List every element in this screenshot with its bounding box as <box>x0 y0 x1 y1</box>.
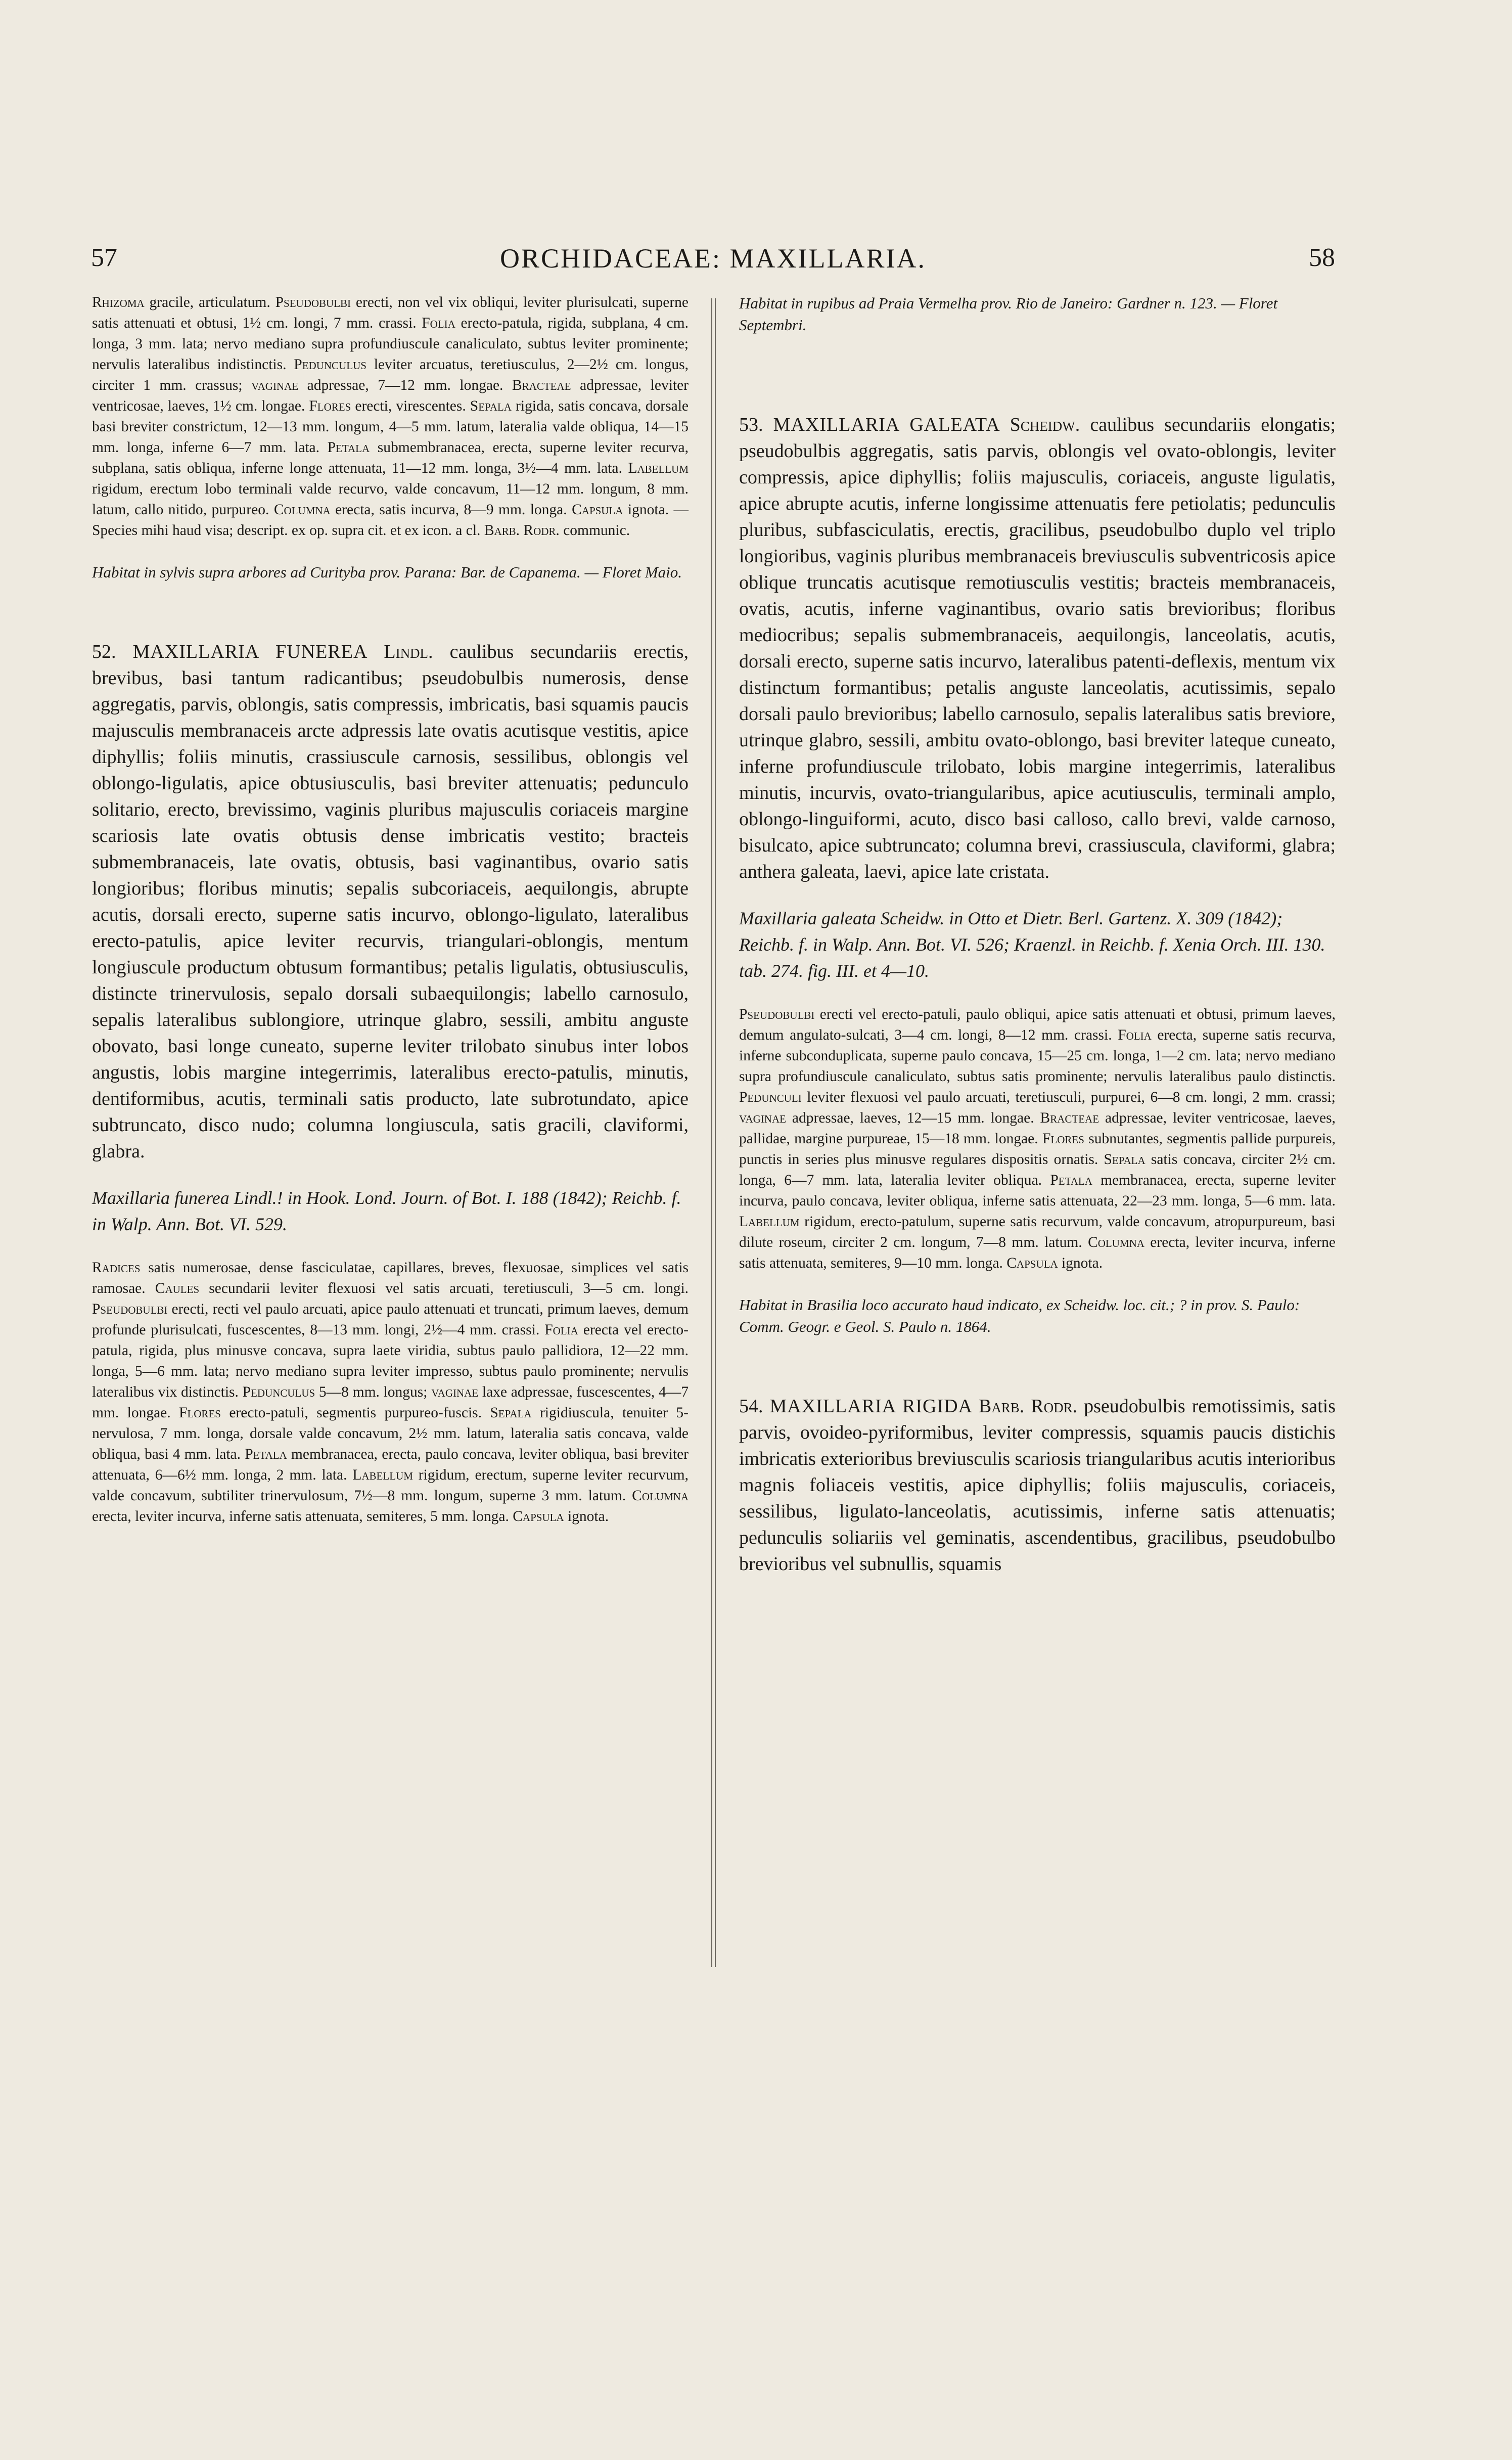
species-53-diagnosis: 53. MAXILLARIA GALEATA Scheidw. caulibus secundariis elongatis; pseudobulbis aggregatis, satis parvis, oblongis vel ovato-oblongis, leviter compressis, apice diphyllis; foliis majusculis, coriaceis, anguste ligulatis, apice abrupte acutis, inferne longissime attenuatis fere petiolatis; pedunculis pluribus, subfasciculatis, erectis, gracilibus, pseudobulbo duplo vel triplo longioribus, vaginis pluribus membranaceis breviusculis subventricosis apice oblique truncatis acutisque remotiusculis vestitis; bracteis membranaceis, ovatis, acutis, inferne vaginantibus, ovario satis brevioribus; floribus mediocribus; sepalis submembranaceis, aequilongis, lanceolatis, acutis, dorsali erecto, superne satis incurvo, lateralibus patenti-deflexis, mentum vix distinctum formantibus; petalis anguste lanceolatis, acutissimis, sepalo dorsali paulo brevioribus; labello carnosulo, sepalis lateralibus satis breviore, utrinque glabro, sessili, ambitu ovato-oblongo, basi breviter lateque cuneato, inferne profundiuscule trilobato, lobis margine integerrimis, lateralibus minutis, incurvis, ovato-triangularibus, apice acutiusculis, terminali amplo, oblongo-linguiformi, acuto, disco basi calloso, callo brevi, valde carnoso, bisulcato, apice subtruncato; columna brevi, crassiuscula, claviformi, glabra; anthera galeata, laevi, apice late cristata. <box>739 414 1336 882</box>
prev-species-habitat-right: Habitat in rupibus ad Praia Vermelha prov. Rio de Janeiro: Gardner n. 123. — Floret Septembri. <box>739 294 1278 334</box>
species-52-description: Radices satis numerosae, dense fasciculatae, capillares, breves, flexuosae, simplices vel satis ramosae. Caules secundarii leviter flexuosi vel satis arcuati, teretiusculi, 3—5 cm. longi. Pseudobulbi erecti, recti vel paulo arcuati, apice paulo attenuati et truncati, primum laeves, demum profunde plurisulcati, fuscescentes, 8—13 mm. longi, 2½—4 mm. crassi. Folia erecta vel erecto-patula, rigida, plus minusve concava, supra laete viridia, subtus paulo pallidiora, 12—22 mm. longa, 5—6 mm. lata; nervo mediano supra leviter impresso, subtus paulo prominente; nervulis lateralibus vix distinctis. Pedunculus 5—8 mm. longus; vaginae laxe adpressae, fuscescentes, 4—7 mm. longae. Flores erecto-patuli, segmentis purpureo-fuscis. Sepala rigidiuscula, tenuiter 5-nervulosa, 7 mm. longa, dorsale valde concavum, 2½ mm. latum, lateralia satis concava, valde obliqua, basi 4 mm. lata. Petala membranacea, erecta, paulo concava, leviter obliqua, basi breviter attenuata, 6—6½ mm. longa, 2 mm. lata. Labellum rigidum, erectum, superne leviter recurvum, valde concavum, subtiliter trinervulosum, 7½—8 mm. longum, superne 3 mm. latum. Columna erecta, leviter incurva, inferne satis attenuata, semiteres, 5 mm. longa. Capsula ignota. <box>92 1260 689 1525</box>
prev-species-description: Rhizoma gracile, articulatum. Pseudobulbi erecti, non vel vix obliqui, leviter plurisulcati, superne satis attenuati et obtusi, 1½ cm. longi, 7 mm. crassi. Folia erecto-patula, rigida, subplana, 4 cm. longa, 3 mm. lata; nervo mediano supra profundiuscule canaliculato, subtus leviter prominente; nervulis lateralibus indistinctis. Pedunculus leviter arcuatus, teretiusculus, 2—2½ cm. longus, circiter 1 mm. crassus; vaginae adpressae, 7—12 mm. longae. Bracteae adpressae, leviter ventricosae, laeves, 1½ cm. longae. Flores erecti, virescentes. Sepala rigida, satis concava, dorsale basi breviter constrictum, 12—13 mm. longum, 4—5 mm. latum, lateralia valde obliqua, 14—15 mm. longa, inferne 6—7 mm. lata. Petala submembranacea, erecta, superne leviter recurva, subplana, satis obliqua, inferne longe attenuata, 11—12 mm. longa, 3½—4 mm. lata. Labellum rigidum, erectum lobo terminali valde recurvo, valde concavum, 11—12 mm. longum, 8 mm. latum, callo nitido, purpureo. Columna erecta, satis incurva, 8—9 mm. longa. Capsula ignota. — Species mihi haud visa; descript. ex op. supra cit. et ex icon. a cl. Barb. Rodr. communic. <box>92 294 689 539</box>
page-header <box>91 243 1335 283</box>
right-column <box>739 292 1336 1577</box>
species-53-habitat: Habitat in Brasilia loco accurato haud indicato, ex Scheidw. loc. cit.; ? in prov. S. Paulo: Comm. Geogr. e Geol. S. Paulo n. 1864. <box>739 1296 1300 1335</box>
species-54-diagnosis: 54. MAXILLARIA RIGIDA Barb. Rodr. pseudobulbis remotissimis, satis parvis, ovoideo-pyriformibus, leviter compressis, squamis paucis distichis imbricatis exterioribus breviusculis scariosis triangularibus acutis interioribus magnis foliaceis vestitis, apice diphyllis; foliis majusculis, coriaceis, sessilibus, ligulato-lanceolatis, acutissimis, inferne satis attenuatis; pedunculis soliariis vel geminatis, ascendentibus, gracilibus, pseudobulbo brevioribus vel subnullis, squamis <box>739 1396 1336 1575</box>
page-number-right: 58 <box>1309 243 1335 272</box>
species-53-description: Pseudobulbi erecti vel erecto-patuli, paulo obliqui, apice satis attenuati et obtusi, primum laeves, demum angulato-sulcati, 3—4 cm. longi, 8—12 mm. crassi. Folia erecta, superne satis recurva, inferne subconduplicata, superne paulo concava, 15—25 cm. longa, 1—2 cm. lata; nervo mediano supra profundiuscule canaliculato, subtus satis prominente; nervulis lateralibus paulo distinctis. Pedunculi leviter flexuosi vel paulo arcuati, teretiusculi, purpurei, 6—8 cm. longi, 2 mm. crassi; vaginae adpressae, laeves, 12—15 mm. longae. Bracteae adpressae, leviter ventricosae, laeves, pallidae, margine purpureae, 15—18 mm. longae. Flores subnutantes, segmentis pallide purpureis, punctis in series plus minusve regulares dispositis ornatis. Sepala satis concava, circiter 2½ cm. longa, 6—7 mm. lata, lateralia leviter obliqua. Petala membranacea, erecta, superne leviter incurva, paulo concava, leviter obliqua, inferne satis attenuata, 22—23 mm. longa, 5—6 mm. lata. Labellum rigidum, erecto-patulum, superne satis recurvum, valde concavum, atropurpureum, basi dilute roseum, circiter 2 cm. longum, 7—8 mm. latum. Columna erecta, leviter incurva, inferne satis attenuata, semiteres, 9—10 mm. longa. Capsula ignota. <box>739 1006 1336 1271</box>
running-title: ORCHIDACEAE: MAXILLARIA. <box>500 243 926 274</box>
species-52-diagnosis: 52. MAXILLARIA FUNEREA Lindl. caulibus secundariis erectis, brevibus, basi tantum radicantibus; pseudobulbis numerosis, dense aggregatis, parvis, oblongis, satis compressis, imbricatis, basi squamis paucis majusculis membranaceis arcte adpressis late ovatis acutisque vestitis, apice diphyllis; foliis minutis, crassiuscule carnosis, sessilibus, oblongis vel oblongo-ligulatis, apice obtusiusculis, basi breviter attenuatis; pedunculo solitario, erecto, brevissimo, vaginis pluribus majusculis coriaceis margine scariosis late ovatis obtusis dense imbricatis vestito; bracteis submembranaceis, late ovatis, obtusis, basi vaginantibus, ovario satis longioribus; floribus minutis; sepalis subcoriaceis, aequilongis, abrupte acutis, dorsali erecto, superne satis incurvo, oblongo-ligulato, lateralibus erecto-patulis, apice leviter recurvis, triangulari-oblongis, mentum longiuscule productum obtusum formantibus; petalis ligulatis, obtusiusculis, distincte trinervulosis, sepalo dorsali subaequilongis; labello carnosulo, sepalis lateralibus sublongiore, utrinque glabro, sessili, ambitu anguste obovato, basi longe cuneato, superne leviter trilobato sinubus inter lobos angustis, lobis margine integerrimis, lateralibus erecto-patulis, minutis, dentiformibus, acutis, terminali satis producto, late subrotundato, apice subtruncato, disco nudo; columna longiuscula, satis gracili, claviformi, glabra. <box>92 641 689 1162</box>
prev-species-habitat: Habitat in sylvis supra arbores ad Curityba prov. Parana: Bar. de Capanema. — Floret Maio. <box>92 563 682 581</box>
page-number-left: 57 <box>91 243 117 272</box>
column-divider <box>711 298 716 1967</box>
species-52-citation: Maxillaria funerea Lindl.! in Hook. Lond. Journ. of Bot. I. 188 (1842); Reichb. f. in Walp. Ann. Bot. VI. 529. <box>92 1188 681 1234</box>
species-53-citation: Maxillaria galeata Scheidw. in Otto et Dietr. Berl. Gartenz. X. 309 (1842); Reichb. f. in Walp. Ann. Bot. VI. 526; Kraenzl. in Reichb. f. Xenia Orch. III. 130. tab. 274. fig. III. et 4—10. <box>739 908 1325 981</box>
left-column <box>92 292 689 1527</box>
